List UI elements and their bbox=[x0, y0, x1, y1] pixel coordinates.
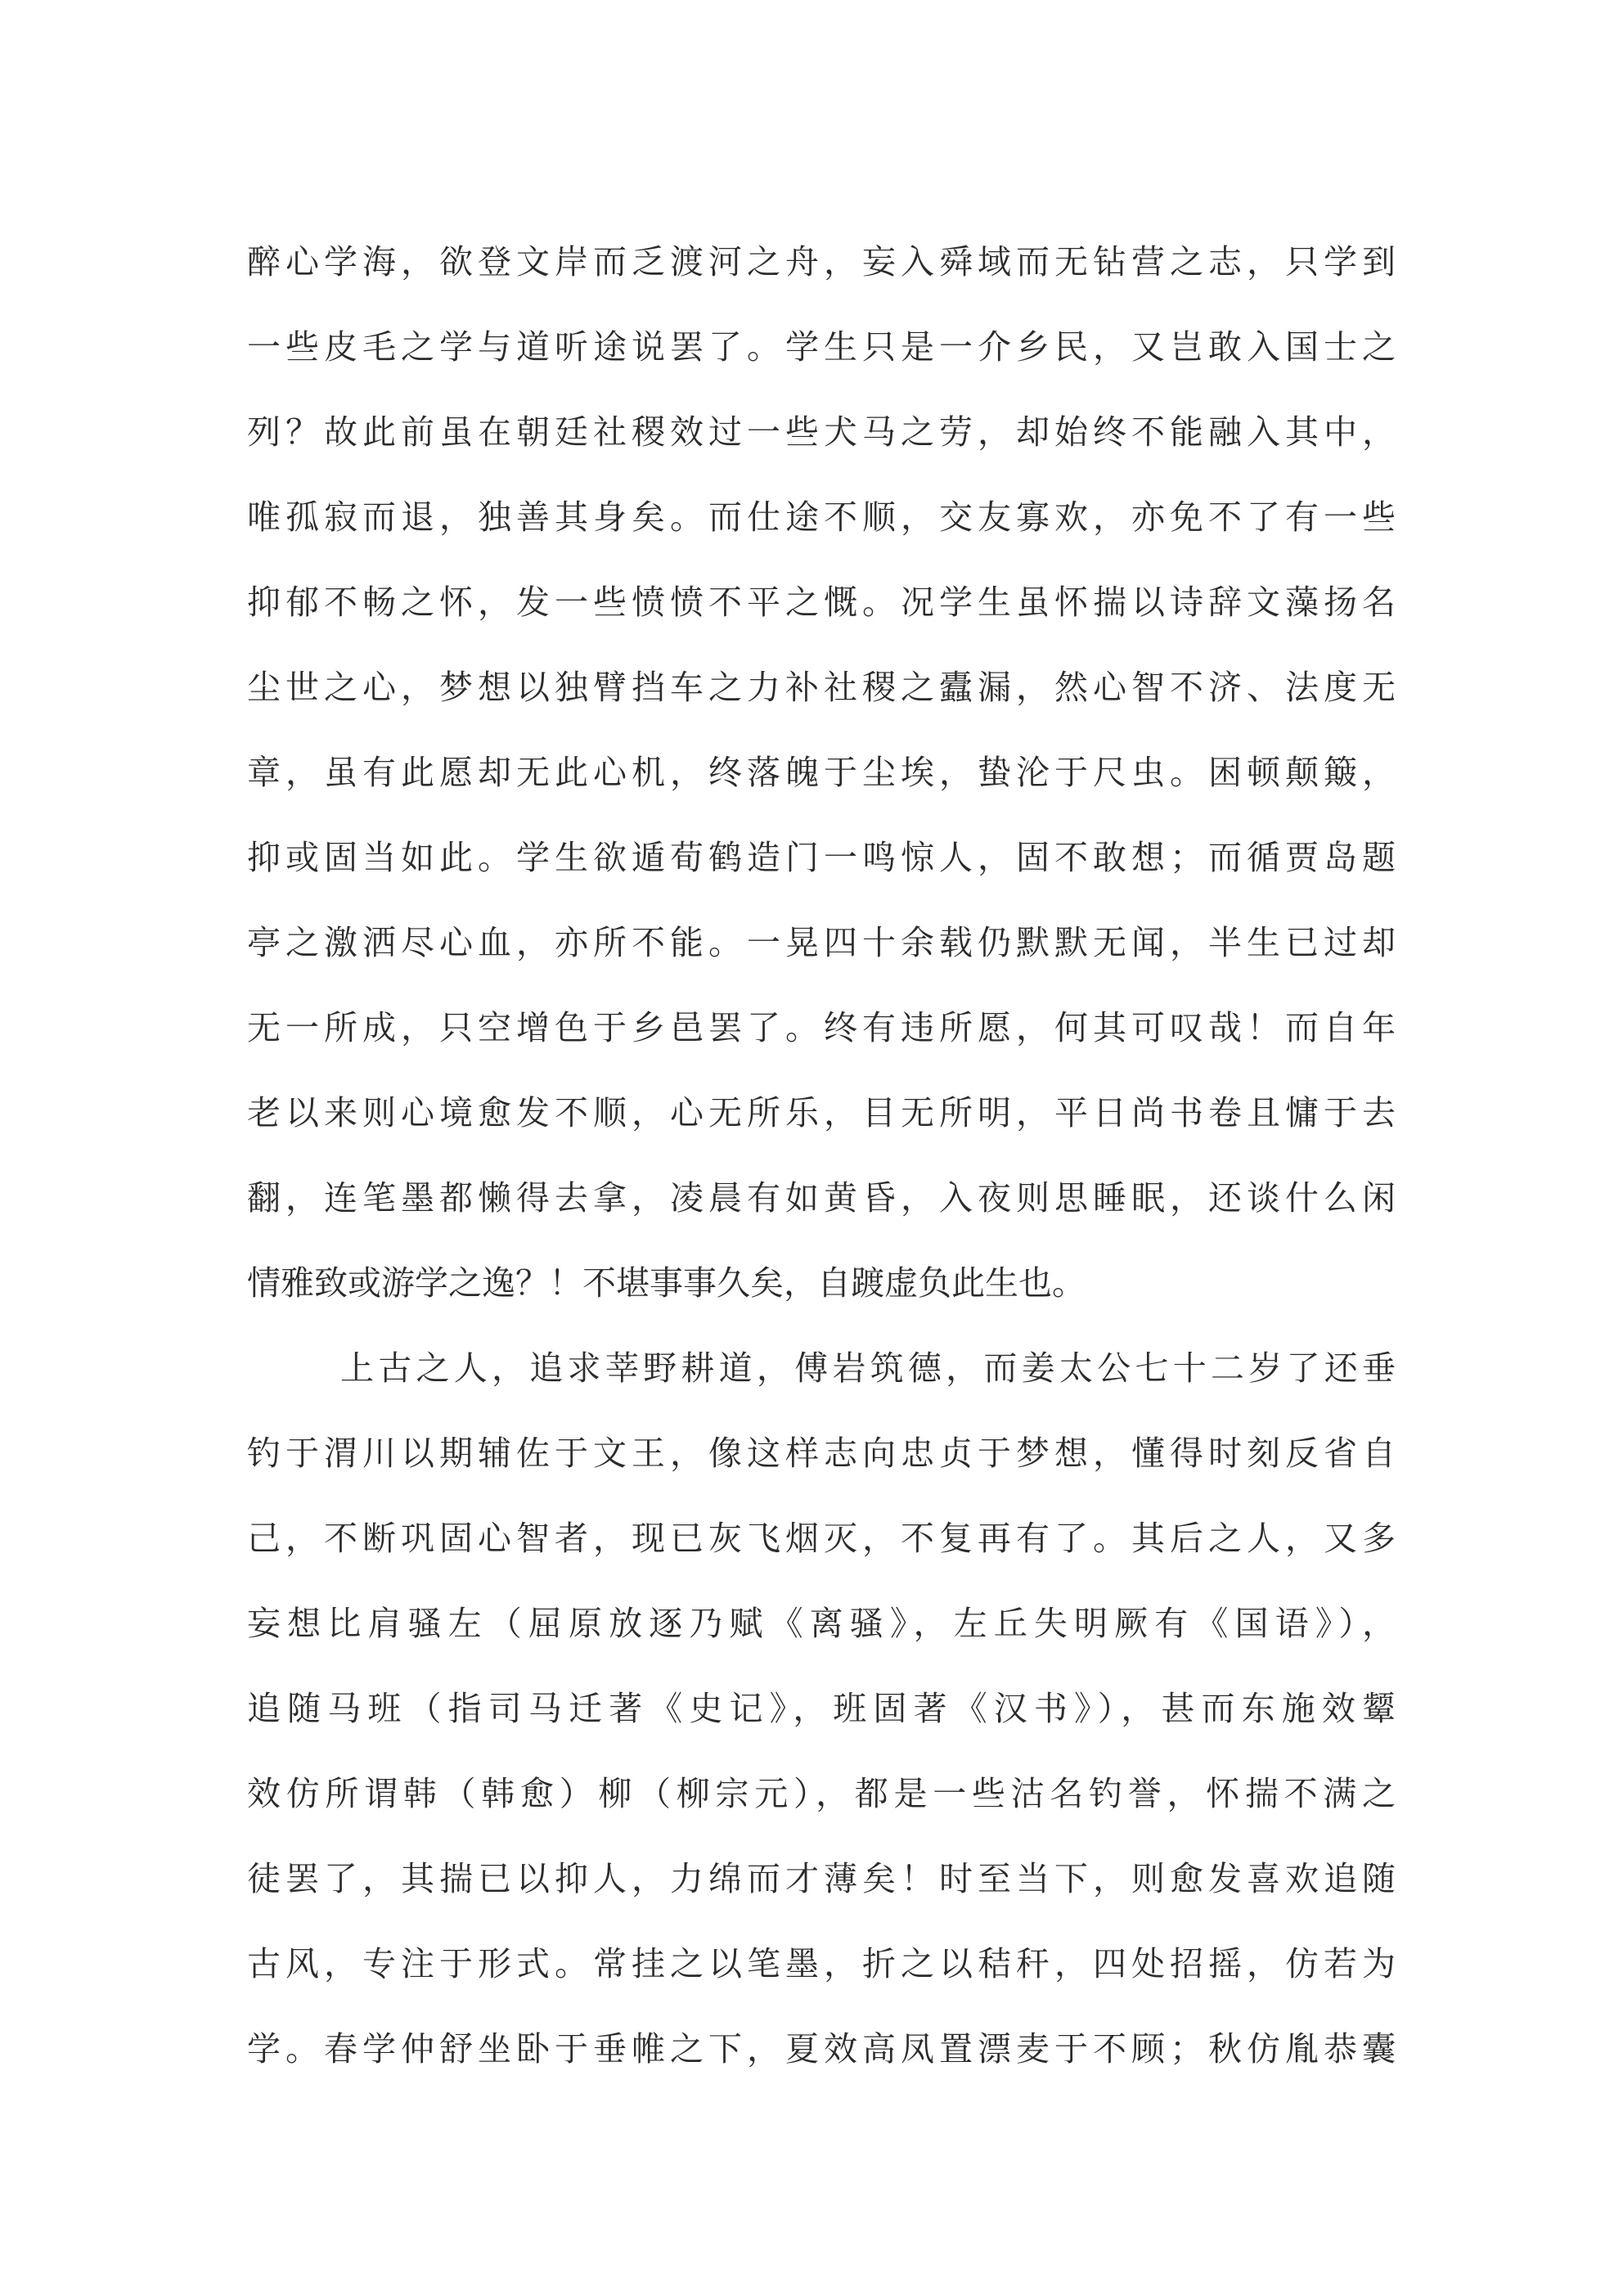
text-line: 无一所成，只空增色于乡邑罢了。终有违所愿，何其可叹哉！而自年 bbox=[247, 1008, 1396, 1047]
text-line: 一些皮毛之学与道听途说罢了。学生只是一介乡民，又岂敢入国士之 bbox=[247, 327, 1396, 367]
text-line: 章，虽有此愿却无此心机，终落魄于尘埃，蛰沦于尺虫。困顿颠簸， bbox=[247, 753, 1396, 792]
paragraph-2 bbox=[247, 1326, 1396, 2091]
text-line: 抑或固当如此。学生欲遁荀鹤造门一鸣惊人，固不敢想；而循贾岛题 bbox=[247, 838, 1396, 877]
text-line: 钓于渭川以期辅佐于文王，像这样志向忠贞于梦想，懂得时刻反省自 bbox=[247, 1434, 1396, 1473]
document-body bbox=[247, 219, 1396, 2091]
text-line: 老以来则心境愈发不顺，心无所乐，目无所明，平日尚书卷且慵于去 bbox=[247, 1093, 1396, 1132]
text-line: 徒罢了，其揣已以抑人，力绵而才薄矣！时至当下，则愈发喜欢追随 bbox=[247, 1859, 1396, 1898]
text-line: 学。春学仲舒坐卧于垂帷之下，夏效高凤置漂麦于不顾；秋仿胤恭囊 bbox=[247, 2029, 1396, 2069]
text-line: 抑郁不畅之怀，发一些愤愤不平之慨。况学生虽怀揣以诗辞文藻扬名 bbox=[247, 583, 1396, 622]
text-line: 效仿所谓韩（韩愈）柳（柳宗元），都是一些沽名钓誉，怀揣不满之 bbox=[247, 1774, 1396, 1813]
text-line: 己，不断巩固心智者，现已灰飞烟灭，不复再有了。其后之人，又多 bbox=[247, 1519, 1396, 1558]
text-line: 亭之激洒尽心血，亦所不能。一晃四十余载仍默默无闻，半生已过却 bbox=[247, 923, 1396, 962]
text-line: 列？故此前虽在朝廷社稷效过一些犬马之劳，却始终不能融入其中， bbox=[247, 412, 1396, 452]
text-line: 妄想比肩骚左（屈原放逐乃赋《离骚》，左丘失明厥有《国语》）， bbox=[247, 1604, 1396, 1643]
text-line: 尘世之心，梦想以独臂挡车之力补社稷之蠹漏，然心智不济、法度无 bbox=[247, 668, 1396, 707]
text-line: 古风，专注于形式。常挂之以笔墨，折之以秸秆，四处招摇，仿若为 bbox=[247, 1944, 1396, 1983]
text-line: 醉心学海，欲登文岸而乏渡河之舟，妄入舜域而无钻营之志，只学到 bbox=[247, 242, 1396, 281]
paragraph-1 bbox=[247, 219, 1396, 1326]
text-line: 情雅致或游学之逸？！不堪事事久矣，自踱虚负此生也。 bbox=[247, 1263, 1086, 1303]
text-line: 上古之人，追求莘野耕道，傅岩筑德，而姜太公七十二岁了还垂 bbox=[340, 1348, 1396, 1388]
text-line: 翻，连笔墨都懒得去拿，凌晨有如黄昏，入夜则思睡眠，还谈什么闲 bbox=[247, 1178, 1396, 1218]
text-line: 追随马班（指司马迁著《史记》，班固著《汉书》），甚而东施效颦 bbox=[247, 1689, 1396, 1728]
text-line: 唯孤寂而退，独善其身矣。而仕途不顺，交友寡欢，亦免不了有一些 bbox=[247, 497, 1396, 537]
